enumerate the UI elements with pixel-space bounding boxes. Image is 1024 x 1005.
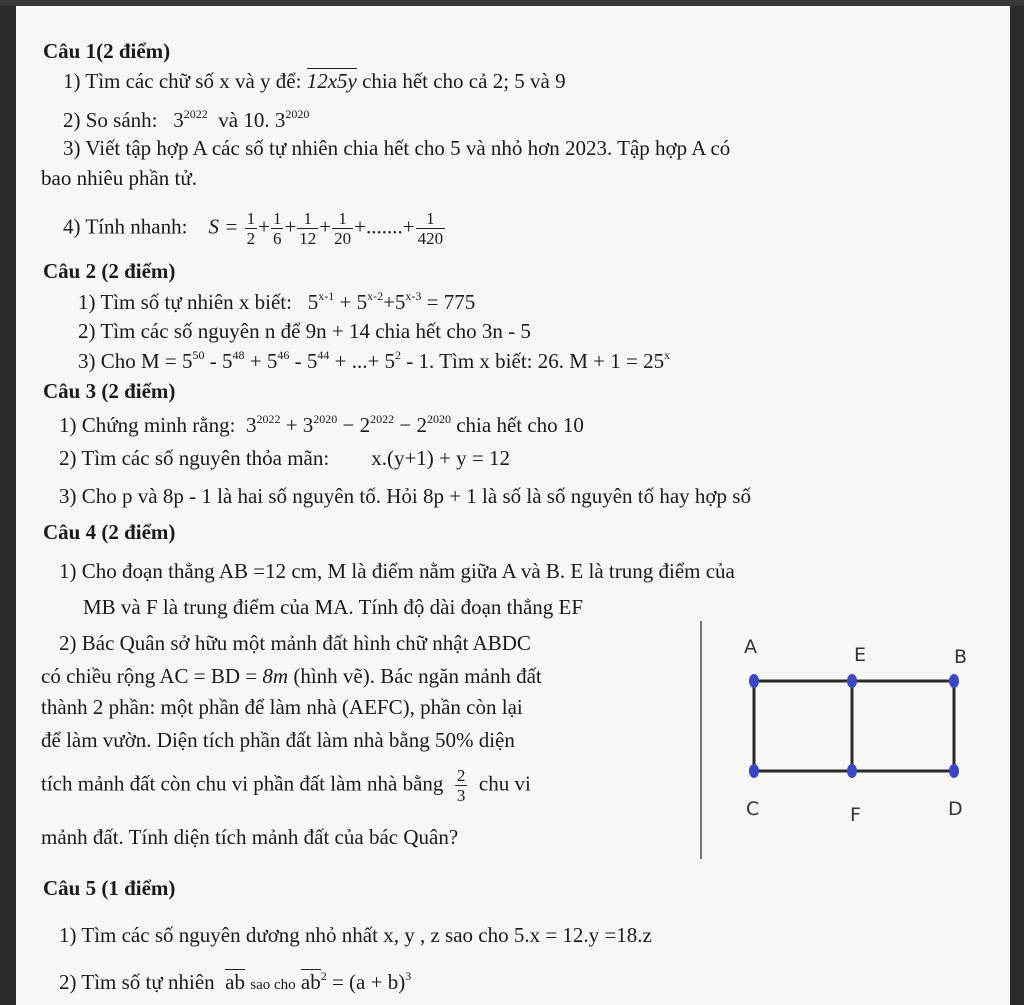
q4-part1-line1: 1) Cho đoạn thẳng AB =12 cm, M là điểm nằm giữa A và B. E là trung điểm của: [59, 559, 735, 583]
fraction: $\frac{2}{3}$: [456, 766, 466, 805]
rectangle-figure: [734, 631, 984, 826]
q2-part3: 3) Cho $M = 5^{50} - 5^{48} + 5^{46} - 5^{44}$ + ...+ $5^2 - 1$. Tìm x biết: 26. $M + 1 = 25^x$: [78, 348, 671, 373]
fraction: $\frac{1}{12}$: [299, 209, 317, 248]
q5-part1: 1) Tìm các số nguyên dương nhỏ nhất x, y , z sao cho 5.x = 12.y =18.z: [59, 923, 652, 947]
divider-line: [700, 621, 702, 859]
q4-part2-line2: có chiều rộng AC = BD = 8m (hình vẽ). Bác ngăn mảnh đất: [41, 664, 542, 688]
q4-title: Câu 4 (2 điểm): [43, 520, 176, 544]
q3-part1: 1) Chứng minh rằng: $3^{2022} + 3^{2020} - 2^{2022} - 2^{2020}$ chia hết cho 10: [59, 412, 584, 437]
point-a: [749, 674, 759, 688]
point-b: [949, 674, 959, 688]
q4-part1-line2: MB và F là trung điểm của MA. Tính độ dài đoạn thẳng EF: [83, 595, 584, 619]
q1-part4: 4) Tính nhanh: S = $\frac{1}{2}$ + $\frac{1}{6}$ + $\frac{1}{12}$ + $\frac{1}{20}$ +.......+ $\frac{1}{420}$: [63, 209, 444, 248]
q3-title: Câu 3 (2 điểm): [43, 379, 176, 403]
q2-title: Câu 2 (2 điểm): [43, 259, 176, 283]
point-d: [949, 764, 959, 778]
fraction: $\frac{1}{2}$: [246, 209, 256, 248]
q4-part2-line6: mảnh đất. Tính diện tích mảnh đất của bác Quân?: [41, 825, 459, 849]
q2-part1: 1) Tìm số tự nhiên x biết: $5^{x-1} + 5^{x-2}+5^{x-3} = 775$: [78, 289, 476, 314]
q3-part2: 2) Tìm các số nguyên thỏa mãn: x.(y+1) + y = 12: [59, 446, 510, 470]
label-f: F: [850, 804, 861, 826]
exam-page: [16, 6, 1010, 1005]
q4-part2-line4: để làm vườn. Diện tích phần đất làm nhà bằng 50% diện: [41, 728, 515, 752]
fraction: $\frac{1}{420}$: [417, 209, 444, 248]
fraction: $\frac{1}{6}$: [272, 209, 282, 248]
q1-title: Câu 1(2 điểm): [43, 39, 171, 63]
q4-part2-line3: thành 2 phần: một phần để làm nhà (AEFC), phần còn lại: [41, 695, 523, 719]
label-d: D: [948, 798, 963, 820]
q5-title: Câu 5 (1 điểm): [43, 876, 176, 900]
q4-part2-line5: tích mảnh đất còn chu vi phần đất làm nhà bằng $\frac{2}{3}$ chu vi: [41, 766, 531, 805]
label-b: B: [954, 646, 968, 668]
q1-part3-line2: bao nhiêu phần tử.: [41, 166, 198, 190]
q4-part2-line1: 2) Bác Quân sở hữu một mảnh đất hình chữ nhật ABDC: [59, 631, 531, 655]
overline-number: 12x5y: [306, 69, 357, 93]
q2-part2: 2) Tìm các số nguyên n để 9n + 14 chia hết cho 3n - 5: [78, 319, 531, 343]
label-c: C: [746, 798, 760, 820]
q1-part2: 2) So sánh: $3^{2022}$ và 10. $3^{2020}$: [63, 107, 310, 132]
q1-part3-line1: 3) Viết tập hợp A các số tự nhiên chia hết cho 5 và nhỏ hơn 2023. Tập hợp A có: [63, 136, 731, 160]
point-f: [847, 764, 857, 778]
point-e: [847, 674, 857, 688]
label-e: E: [854, 644, 867, 666]
label-a: A: [744, 636, 757, 658]
point-c: [749, 764, 759, 778]
q5-part2: 2) Tìm số tự nhiên ab sao cho $ab^2 = (a + b)^3$: [59, 969, 412, 994]
q3-part3: 3) Cho p và 8p - 1 là hai số nguyên tố. Hỏi 8p + 1 là số là số nguyên tố hay hợp số: [59, 484, 751, 508]
q1-part1: 1) Tìm các chữ số x và y để: 12x5y chia hết cho cả 2; 5 và 9: [63, 69, 566, 93]
fraction: $\frac{1}{20}$: [334, 209, 352, 248]
